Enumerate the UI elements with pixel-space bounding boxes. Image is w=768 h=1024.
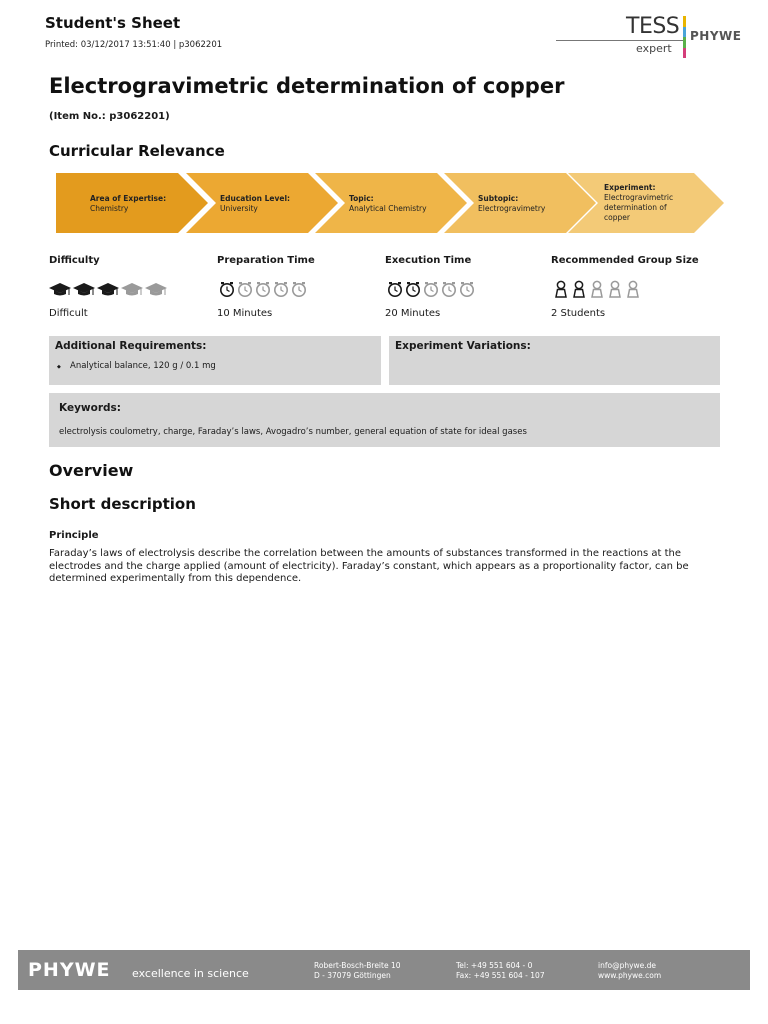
person-icon-empty [589,280,605,302]
phywe-header-logo: PHYWE [690,29,742,43]
person-icon-empty [607,280,623,302]
chevron-value: Chemistry [90,204,129,213]
clock-icon-empty [291,280,307,302]
overview-heading: Overview [49,461,134,480]
short-description-heading: Short description [49,495,196,513]
address-line-2: D - 37079 Göttingen [314,970,391,980]
item-number: (Item No.: p3062201) [49,111,170,122]
keywords-text: electrolysis coulometry, charge, Faraday’s laws, Avogadro’s number, general equation of state for ideal gases [59,427,527,437]
clock-icon-filled [387,280,403,302]
phywe-footer-logo: PHYWE [28,959,111,981]
chevron-value: Electrogravimetry [478,204,546,213]
group-size-rating [553,280,641,302]
additional-requirements-box [49,336,381,385]
address-line-1: Robert-Bosch-Breite 10 [314,961,401,970]
footer-email[interactable]: info@phywe.de [598,961,657,970]
clock-icon-filled [219,280,235,302]
chevron-label: Topic: [349,194,374,203]
principle-heading: Principle [49,530,99,541]
footer-fax: Fax: +49 551 604 - 107 [456,970,545,980]
difficulty-label: Difficulty [49,255,100,266]
graduation-cap-icon-filled [97,280,119,302]
execution-time-value: 20 Minutes [385,308,441,319]
keywords-title: Keywords: [59,402,121,414]
group-size-value: 2 Students [551,308,606,319]
footer-phone [456,961,545,980]
clock-icon-empty [237,280,253,302]
graduation-cap-icon-filled [73,280,95,302]
brand-color-bar [683,16,686,58]
keywords-box [49,393,720,447]
experiment-variations-title: Experiment Variations: [395,340,531,352]
footer-tagline: excellence in science [132,967,249,980]
execution-time-rating [387,280,475,302]
clock-icon-empty [459,280,475,302]
footer-address [314,961,401,980]
difficulty-value: Difficult [49,308,88,319]
graduation-cap-icon-empty [145,280,167,302]
printed-info: Printed: 03/12/2017 13:51:40 | p3062201 [45,40,223,50]
curricular-chevrons [56,173,726,233]
footer-tel: Tel: +49 551 604 - 0 [456,961,533,970]
group-size-label: Recommended Group Size [551,255,699,266]
chevron-label: Experiment: [604,183,656,192]
clock-icon-empty [255,280,271,302]
graduation-cap-icon-empty [121,280,143,302]
person-icon-empty [625,280,641,302]
graduation-cap-icon-filled [49,280,71,302]
preparation-time-value: 10 Minutes [217,308,273,319]
chevron-label: Education Level: [220,194,291,203]
execution-time-label: Execution Time [385,255,472,266]
principle-text: Faraday’s laws of electrolysis describe the correlation between the amounts of substances transformed in the reactions at the electrodes and the charge applied (amount of electricity). Faraday’s constant, which appears as a proportionality factor, can be determined experimentally from this dependence. [49,548,689,584]
clock-icon-filled [405,280,421,302]
footer-web[interactable]: www.phywe.com [598,970,662,980]
clock-icon-empty [273,280,289,302]
chevron-value: Electrogravimetric determination of copper [604,193,674,222]
chevron-value: Analytical Chemistry [349,204,427,213]
footer-contact [598,961,661,980]
experiment-variations-box [389,336,720,385]
footer [18,950,750,990]
clock-icon-empty [423,280,439,302]
additional-requirements-title: Additional Requirements: [55,340,207,352]
preparation-time-label: Preparation Time [217,255,315,266]
chevron-label: Area of Expertise: [90,194,167,203]
page-title: Electrogravimetric determination of copper [49,74,565,98]
sheet-title: Student's Sheet [45,14,181,32]
header-divider [556,40,684,41]
clock-icon-empty [441,280,457,302]
person-icon-filled [553,280,569,302]
requirement-item: ◆ Analytical balance, 120 g / 0.1 mg [70,361,216,371]
person-icon-filled [571,280,587,302]
preparation-time-rating [219,280,307,302]
curricular-heading: Curricular Relevance [49,142,225,160]
chevron-label: Subtopic: [478,194,519,203]
tess-logo: TESS [626,14,680,39]
difficulty-rating [49,280,167,302]
chevron-value: University [220,204,258,213]
tess-expert-label: expert [636,42,672,55]
